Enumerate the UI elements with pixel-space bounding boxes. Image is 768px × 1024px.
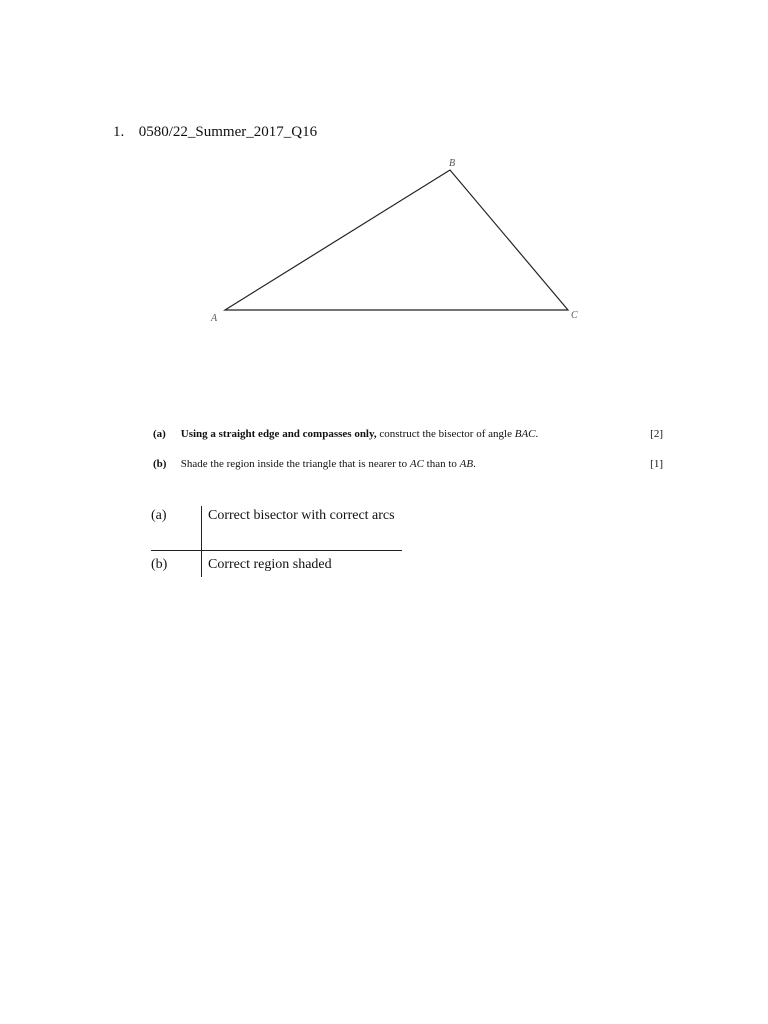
- row-part-label: (b): [151, 557, 168, 572]
- vertex-label-b: B: [449, 158, 456, 169]
- marks-a: [2]: [650, 428, 663, 440]
- question-part-a: [153, 428, 663, 440]
- triangle-diagram: [0, 0, 768, 400]
- end-punct: .: [473, 458, 476, 470]
- vertex-label-a: A: [211, 313, 218, 324]
- mark-scheme-row: [151, 551, 402, 577]
- line-ac: AC: [409, 458, 424, 470]
- part-label: (b): [153, 458, 167, 470]
- row-answer: Correct region shaded: [201, 551, 402, 577]
- question-part-b: [153, 458, 663, 470]
- mark-scheme-row: [151, 506, 402, 551]
- marks-b: [1]: [650, 458, 663, 470]
- row-answer: Correct bisector with correct arcs: [201, 506, 402, 550]
- part-text: [181, 428, 539, 440]
- row-part-label: (a): [151, 508, 167, 523]
- part-label: (a): [153, 428, 166, 440]
- line-ab: AB: [459, 458, 474, 470]
- part-text: [181, 458, 476, 470]
- end-punct: .: [535, 428, 539, 440]
- vertex-label-c: C: [571, 310, 578, 321]
- instruction-bold: Using a straight edge and compasses only,: [180, 428, 377, 440]
- question-number: 1.: [113, 124, 125, 140]
- instruction: construct the bisector of angle: [379, 428, 512, 440]
- mark-scheme-table: [151, 506, 402, 577]
- angle-name: BAC: [514, 428, 536, 440]
- question-code: 0580/22_Summer_2017_Q16: [138, 124, 318, 140]
- instruction-2: than to: [426, 458, 457, 470]
- instruction: Shade the region inside the triangle that is nearer to: [180, 458, 408, 470]
- triangle-abc: [225, 170, 568, 310]
